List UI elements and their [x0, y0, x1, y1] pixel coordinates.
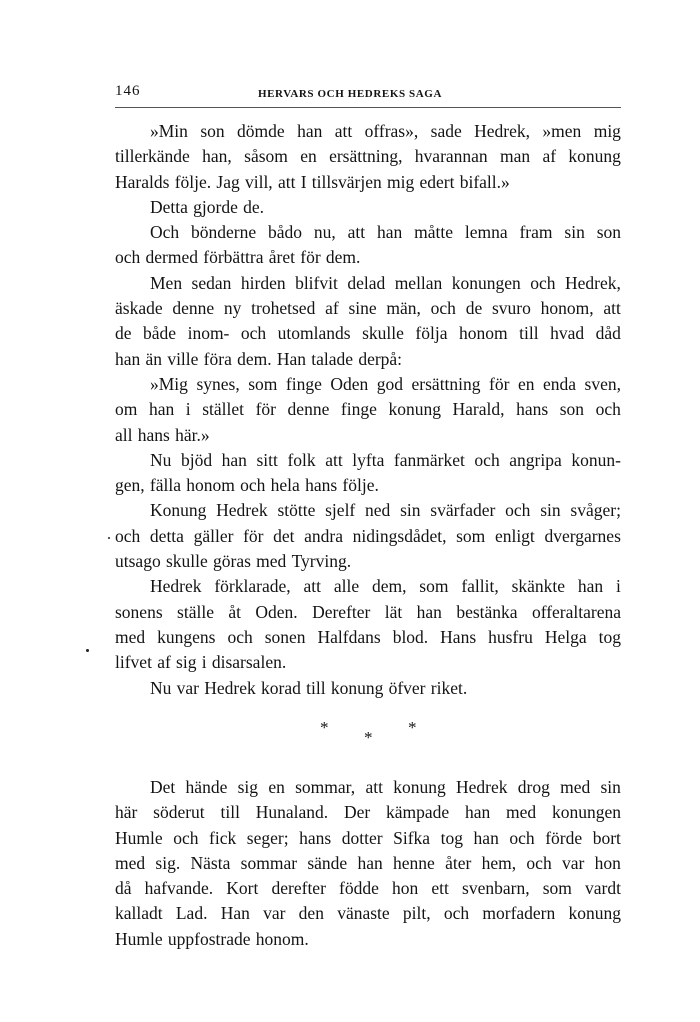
- text-line: sonens ställe åt Oden. Derefter lät han bestänka offeraltarena: [115, 601, 621, 622]
- text-line: med sig. Nästa sommar sände han henne åter hem, och var hon: [115, 852, 621, 873]
- text-line: han än ville föra dem. Han talade derpå:: [115, 348, 403, 369]
- text-line: kalladt Lad. Han var den vänaste pilt, och morfadern konung: [115, 903, 621, 924]
- text-line: Haralds följe. Jag vill, att I tillsvärjen mig edert bifall.»: [115, 171, 510, 192]
- running-title: HERVARS OCH HEDREKS SAGA: [257, 88, 443, 100]
- text-section-two: [115, 775, 621, 952]
- text-line: Detta gjorde de.: [150, 196, 265, 217]
- asterisk: *: [408, 718, 417, 737]
- section-break: [300, 718, 430, 752]
- scan-speck: [86, 649, 89, 652]
- scan-speck: [108, 537, 110, 539]
- text-line: »Mig synes, som finge Oden god ersättning för en enda sven,: [150, 373, 621, 394]
- text-line: utsago skulle göras med Tyrving.: [115, 551, 352, 572]
- text-line: de både inom- och utomlands skulle följa honom till hvad dåd: [115, 323, 621, 344]
- text-line: Nu var Hedrek korad till konung öfver riket.: [150, 677, 468, 698]
- text-line: Men sedan hirden blifvit delad mellan konungen och Hedrek,: [150, 272, 621, 293]
- text-line: all hans här.»: [115, 424, 210, 445]
- text-line: gen, fälla honom och hela hans följe.: [115, 475, 379, 496]
- text-line: om han i stället för denne finge konung Harald, hans son och: [115, 399, 621, 420]
- text-line: och detta gäller för det andra nidingsdådet, som enligt dvergarnes: [115, 525, 621, 546]
- text-line: Och bönderne bådo nu, att han måtte lemna fram sin son: [150, 222, 621, 243]
- text-line: då hafvande. Kort derefter födde hon ett svenbarn, som vardt: [115, 878, 621, 899]
- text-line: tillerkände han, såsom en ersättning, hvarannan man af konung: [115, 146, 621, 167]
- text-line: äskade denne ny trohetsed af sine män, och de svuro honom, att: [115, 298, 621, 319]
- text-section-one: [115, 119, 621, 701]
- header-rule: [115, 107, 621, 108]
- text-line: och dermed förbättra året för dem.: [115, 247, 361, 268]
- text-line: Nu bjöd han sitt folk att lyfta fanmärket och angripa konun-: [150, 449, 621, 470]
- text-line: lifvet af sig i disarsalen.: [115, 652, 287, 673]
- text-line: Konung Hedrek stötte sjelf ned sin svärfader och sin svåger;: [150, 500, 621, 521]
- text-line: »Min son dömde han att offras», sade Hedrek, »men mig: [150, 121, 621, 141]
- asterisk: *: [320, 718, 329, 737]
- text-line: Hedrek förklarade, att alle dem, som fallit, skänkte han i: [150, 576, 621, 597]
- text-line: Humle uppfostrade honom.: [115, 928, 309, 949]
- text-line: Det hände sig en sommar, att konung Hedrek drog med sin: [150, 777, 621, 797]
- text-line: med kungens och sonen Halfdans blod. Hans husfru Helga tog: [115, 626, 621, 647]
- text-line: här söderut till Hunaland. Der kämpade han med konungen: [115, 802, 621, 823]
- asterisk: *: [364, 728, 373, 747]
- page-number: 146: [115, 83, 141, 99]
- text-line: Humle och fick seger; hans dotter Sifka tog han och förde bort: [115, 827, 621, 848]
